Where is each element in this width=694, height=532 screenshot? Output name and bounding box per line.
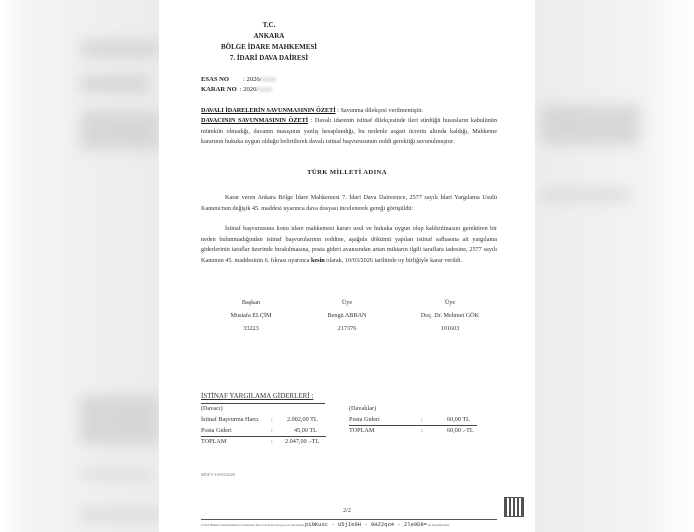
costs-title-underline bbox=[201, 403, 325, 404]
signature-member-1: Üye Bengü ABBAN 217376 bbox=[327, 299, 367, 332]
header-city: ANKARA bbox=[253, 32, 285, 40]
plaintiff-label: (Davacı) bbox=[201, 405, 223, 412]
background-left bbox=[0, 0, 159, 532]
redacted-value bbox=[262, 77, 276, 82]
subtotal-line bbox=[201, 436, 326, 437]
document-page: T.C. ANKARA BÖLGE İDARE MAHKEMESİ 7. İDARİ DAVA DAİRESİ ESAS NO : 2026/ KARAR NO : 2026/ DAVALI İDARELERİN SAVUNMASININ ÖZETİ : Savunma dilekçesi verilmemiştir. DAVACININ SAVUNMASININ ÖZETİ : Davalı idarenin istinaf dilekçesinde ileri sürdüğü hususların kabulünün mümkün olmadığı, davanın masışının yanlış hesaplandığı, bu nedenle asgari ücretin altında kaldığı, Mahkeme kararının hukuka uygun olduğu belirtilerek davalı istinaf başvurusunun reddi gerektiği savunulmuştur. TÜRK MİLLETİ ADINA Karar veren Ankara Bölge İdare Mahkemesi 7. İdari Dava Dairesince, 2577 sayılı İdari Yargılama Usulü Kanunu'nun değişik 45. maddesi uyarınca dava dosyası incelenerek gereği görüşüldü: İstinaf başvurusuna konu idare mahkemesi kararı usul ve hukuka uygun olup kaldırılmasını gerektiren bir neden bulunmadığından istinaf başvurularının reddine, aşağıda dökümü yapılan istinaf safhasına ait yargılama giderlerinin taraflar üzerinde bırakılmasına, posta gideri avansından artan miktarın ilgili taraflara iadesine, 2577 sayılı Kanunun 45. maddesinin 6. fıkrası uyarınca kesin olarak, 10/03/2026 tarihinde oy birliğiyle karar verildi. Başkan Mustafa ELÇİM 33223 Üye Bengü ABBAN 217376 Üye Doç. Dr. Mehmet GÖK 101603 İSTİNAF YARGILAMA GİDERLERİ : (Davacı) İstinaf Başvurma Harcı : 2.002,00 TL Posta Gideri : 45,00 TL TOPLAM : 2.047,00 .-TL (Davalılar) Posta Gideri : 60,00 TL TOPLAM : 60,00 .-TL MGFT-10/03/2026 2/2 UYAP Bilişim Sistemindeki bu dokümana http://vatandas.uyap.gov.tr adresinden piNKusc - U5jIe9H - 0HZ2qu4 - Zle9D8= ile erişebilirsiniz. bbox=[159, 0, 535, 532]
cost-amount: 45,00 TL bbox=[294, 427, 317, 434]
footer-verification: UYAP Bilişim Sistemindeki bu dokümana http://vatandas.uyap.gov.tr adresinden piNKusc - U5jIe9H - 0HZ2qu4 - Zle9D8= ile erişebilirsiniz. bbox=[201, 521, 451, 528]
cost-name: TOPLAM bbox=[201, 438, 227, 445]
header-chamber: 7. İDARİ DAVA DAİRESİ bbox=[229, 54, 309, 62]
defendants-label: (Davalılar) bbox=[349, 405, 377, 412]
cost-amount: 60,00 .-TL bbox=[447, 427, 474, 434]
decision-para-1: Karar veren Ankara Bölge İdare Mahkemesi 7. İdari Dava Dairesince, 2577 sayılı İdari Yargılama Usulü Kanunu'nun değişik 45. maddesi uyarınca dava dosyası incelenerek gereği görüşüldü: bbox=[201, 194, 497, 212]
title-turk-milleti-adina: TÜRK MİLLETİ ADINA bbox=[307, 169, 387, 176]
karar-no: KARAR NO : 2026/ bbox=[201, 86, 272, 93]
cost-amount: 2.002,00 TL bbox=[287, 416, 318, 423]
subtotal-line bbox=[349, 425, 477, 426]
qr-code-icon bbox=[504, 497, 524, 517]
redacted-value bbox=[258, 87, 272, 92]
cost-amount: 60,00 TL bbox=[447, 416, 470, 423]
cost-name: İstinaf Başvurma Harcı bbox=[201, 416, 259, 423]
stamp-code: MGFT-10/03/2026 bbox=[201, 472, 235, 477]
header-tc: T.C. bbox=[262, 21, 276, 29]
cost-name: TOPLAM bbox=[349, 427, 375, 434]
costs-title: İSTİNAF YARGILAMA GİDERLERİ : bbox=[201, 392, 314, 400]
signature-member-2: Üye Doç. Dr. Mehmet GÖK 101603 bbox=[420, 299, 480, 332]
plaintiff-summary: DAVACININ SAVUNMASININ ÖZETİ : Davalı idarenin istinaf dilekçesinde ileri sürdüğü hususların kabulünün mümkün olmadığı, davanın masışının yanlış hesaplandığı, bu nedenle asgari ücretin altında kaldığı, Mahkeme kararının hukuka uygun olduğu belirtilerek davalı istinaf başvurusunun reddi gerektiği savunulmuştur. bbox=[201, 117, 497, 145]
background-right bbox=[535, 0, 694, 532]
header-court: BÖLGE İDARE MAHKEMESİ bbox=[220, 43, 318, 51]
decision-para-2: İstinaf başvurusuna konu idare mahkemesi kararı usul ve hukuka uygun olup kaldırılmasını gerektiren bir neden bulunmadığından istinaf başvurularının reddine, aşağıda dökümü yapılan istinaf safhasına ait yargılama giderlerinin taraflar üzerinde bırakılmasına, posta gideri avansından artan miktarın ilgili taraflara iadesine, 2577 sayılı Kanunun 45. maddesinin 6. fıkrası uyarınca kesin olarak, 10/03/2026 tarihinde oy birliğiyle karar verildi. bbox=[201, 225, 497, 264]
defense-summary: DAVALI İDARELERİN SAVUNMASININ ÖZETİ : Savunma dilekçesi verilmemiştir. bbox=[201, 107, 424, 114]
cost-name: Posta Gideri bbox=[201, 427, 232, 434]
page-number: 2/2 bbox=[343, 508, 351, 514]
verification-code: piNKusc - U5jIe9H - 0HZ2qu4 - Zle9D8= bbox=[304, 521, 428, 528]
cost-name: Posta Gideri bbox=[349, 416, 380, 423]
footer-divider bbox=[201, 519, 497, 520]
signature-president: Başkan Mustafa ELÇİM 33223 bbox=[230, 299, 272, 332]
cost-amount: 2.047,00 .-TL bbox=[285, 438, 320, 445]
esas-no: ESAS NO : 2026/ bbox=[201, 76, 276, 83]
